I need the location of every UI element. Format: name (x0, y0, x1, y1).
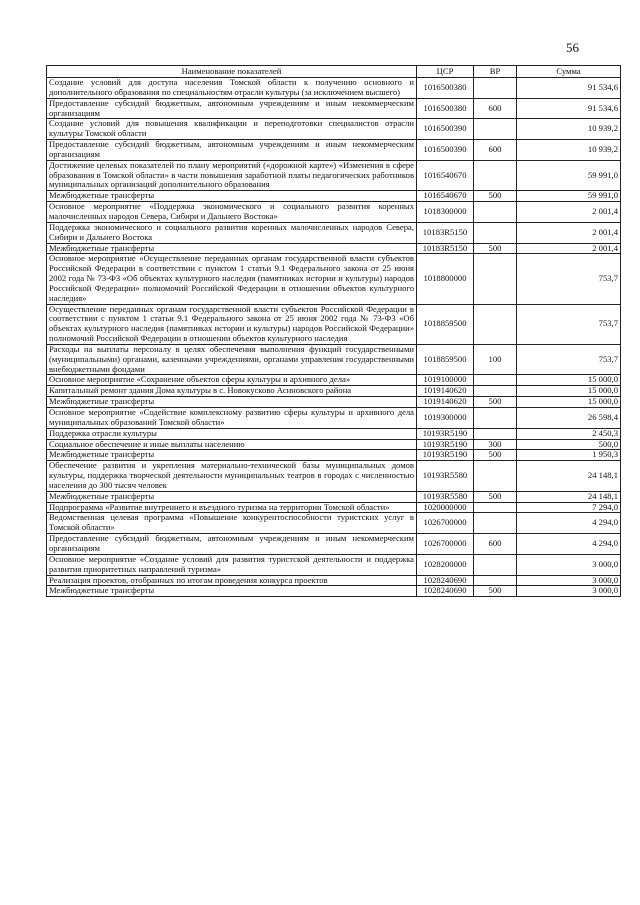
cell-vr: 500 (474, 243, 517, 254)
table-row (47, 254, 621, 304)
cell-csr: 1018800000 (417, 254, 474, 304)
table-row (47, 397, 621, 408)
cell-vr (474, 304, 517, 344)
cell-csr: 1016500390 (417, 140, 474, 161)
cell-sum: 15 000,0 (517, 375, 621, 386)
cell-name: Подпрограмма «Развитие внутреннего и въездного туризма на территории Томской области» (47, 502, 417, 513)
table-row (47, 534, 621, 555)
cell-name: Предоставление субсидий бюджетным, автономным учреждениям и иным некоммерческим организациям (47, 534, 417, 555)
cell-vr (474, 461, 517, 492)
cell-vr (474, 254, 517, 304)
table-row (47, 491, 621, 502)
cell-csr: 1028240690 (417, 575, 474, 586)
cell-name: Осуществление переданных органам государственной власти субъектов Российской Федерации в соответствии с пунктом 1 статьи 9.1 Федерального закона от 25 июня 2002 года № 73-ФЗ «Об объектах культурного наследия (памятниках истории и культуры) народов Российской Федерации» полномочий Российской Федерации в отношении объектов культурного наследия (47, 304, 417, 344)
cell-vr (474, 386, 517, 397)
cell-csr: 1019140620 (417, 386, 474, 397)
table-header-row (47, 66, 621, 78)
cell-sum: 10 939,2 (517, 119, 621, 140)
cell-csr: 1018859500 (417, 344, 474, 375)
table-body (47, 78, 621, 597)
cell-csr: 1018859500 (417, 304, 474, 344)
cell-vr: 600 (474, 534, 517, 555)
cell-name: Капитальный ремонт здания Дома культуры в с. Новокусково Асиновского района (47, 386, 417, 397)
cell-vr: 100 (474, 344, 517, 375)
cell-csr: 10183R5150 (417, 243, 474, 254)
cell-sum: 753,7 (517, 344, 621, 375)
table-row (47, 191, 621, 202)
cell-sum: 59 991,0 (517, 191, 621, 202)
page-number: 56 (566, 40, 579, 55)
cell-vr: 600 (474, 98, 517, 119)
table-row (47, 575, 621, 586)
cell-sum: 2 001,4 (517, 243, 621, 254)
table-row (47, 344, 621, 375)
cell-csr: 10193R5190 (417, 450, 474, 461)
cell-sum: 3 000,0 (517, 575, 621, 586)
cell-csr: 1019300000 (417, 408, 474, 429)
cell-name: Основное мероприятие «Создание условий для развития туристской деятельности и поддержка развития приоритетных направлений туризма» (47, 554, 417, 575)
cell-vr (474, 202, 517, 223)
cell-sum: 4 294,0 (517, 513, 621, 534)
cell-name: Основное мероприятие «Поддержка экономического и социального развития коренных малочисленных народов Севера, Сибири и Дальнего Востока» (47, 202, 417, 223)
cell-name: Межбюджетные трансферты (47, 586, 417, 597)
cell-vr (474, 78, 517, 99)
cell-vr (474, 513, 517, 534)
cell-csr: 1026700000 (417, 534, 474, 555)
cell-csr: 10193R5580 (417, 461, 474, 492)
cell-name: Социальное обеспечение и иные выплаты населению (47, 439, 417, 450)
cell-name: Обеспечение развития и укрепления материально-технической базы муниципальных домов культуры, поддержка творческой деятельности муниципальных театров в городах с численностью населения до 300 тысяч человек (47, 461, 417, 492)
table-row (47, 160, 621, 191)
cell-vr: 600 (474, 140, 517, 161)
cell-sum: 3 000,0 (517, 554, 621, 575)
cell-csr: 10193R5190 (417, 428, 474, 439)
cell-sum: 10 939,2 (517, 140, 621, 161)
table-row (47, 98, 621, 119)
cell-csr: 1018300000 (417, 202, 474, 223)
cell-vr (474, 160, 517, 191)
cell-sum: 59 991,0 (517, 160, 621, 191)
cell-name: Поддержка отрасли культуры (47, 428, 417, 439)
cell-vr (474, 119, 517, 140)
table-row (47, 586, 621, 597)
cell-sum: 2 001,4 (517, 202, 621, 223)
cell-sum: 24 148,1 (517, 461, 621, 492)
cell-csr: 10193R5580 (417, 491, 474, 502)
cell-name: Основное мероприятие «Осуществление переданных органам государственной власти субъектов Российской Федерации в соответствии с пунктом 1 статьи 9.1 Федерального закона от 25 июня 2002 года № 73-ФЗ «Об объектах культурного наследия (памятниках истории и культуры) народов Российской Федерации» полномочий Российской Федерации в отношении объектов культурного наследия» (47, 254, 417, 304)
header-vr: ВР (474, 66, 517, 78)
cell-csr: 1016540670 (417, 160, 474, 191)
cell-csr: 1016500390 (417, 119, 474, 140)
cell-vr (474, 575, 517, 586)
cell-vr: 500 (474, 397, 517, 408)
cell-vr (474, 428, 517, 439)
table-row (47, 513, 621, 534)
table-row (47, 502, 621, 513)
table-row (47, 386, 621, 397)
cell-sum: 15 000,0 (517, 397, 621, 408)
cell-csr: 1028240690 (417, 586, 474, 597)
cell-name: Межбюджетные трансферты (47, 450, 417, 461)
table-row (47, 119, 621, 140)
table-row (47, 202, 621, 223)
cell-csr: 1019140620 (417, 397, 474, 408)
cell-vr (474, 375, 517, 386)
cell-sum: 4 294,0 (517, 534, 621, 555)
cell-csr: 1016500380 (417, 98, 474, 119)
budget-table (46, 65, 621, 597)
cell-name: Расходы на выплаты персоналу в целях обеспечения выполнения функций государственными (муниципальными) органами, казенными учреждениями, органами управления государственными внебюджетными фондами (47, 344, 417, 375)
cell-vr: 500 (474, 450, 517, 461)
cell-csr: 10193R5190 (417, 439, 474, 450)
cell-csr: 1026700000 (417, 513, 474, 534)
table-row (47, 243, 621, 254)
cell-name: Межбюджетные трансферты (47, 491, 417, 502)
table-row (47, 461, 621, 492)
cell-sum: 3 000,0 (517, 586, 621, 597)
table-row (47, 140, 621, 161)
cell-sum: 2 001,4 (517, 222, 621, 243)
header-name: Наименование показателей (47, 66, 417, 78)
cell-vr (474, 502, 517, 513)
cell-sum: 1 950,3 (517, 450, 621, 461)
table-row (47, 428, 621, 439)
cell-sum: 2 450,3 (517, 428, 621, 439)
cell-sum: 91 534,6 (517, 78, 621, 99)
cell-name: Предоставление субсидий бюджетным, автономным учреждениям и иным некоммерческим организациям (47, 140, 417, 161)
cell-sum: 500,0 (517, 439, 621, 450)
table-row (47, 450, 621, 461)
table-row (47, 439, 621, 450)
cell-sum: 26 598,4 (517, 408, 621, 429)
cell-sum: 7 294,0 (517, 502, 621, 513)
cell-name: Межбюджетные трансферты (47, 191, 417, 202)
cell-name: Предоставление субсидий бюджетным, автономным учреждениям и иным некоммерческим организациям (47, 98, 417, 119)
table-row (47, 222, 621, 243)
cell-name: Межбюджетные трансферты (47, 397, 417, 408)
cell-name: Создание условий для доступа населения Томской области к получению основного и дополнительного образования по специальностям отрасли культуры (за исключением высшего) (47, 78, 417, 99)
cell-name: Межбюджетные трансферты (47, 243, 417, 254)
cell-csr: 1016540670 (417, 191, 474, 202)
cell-name: Основное мероприятие «Сохранение объектов сферы культуры и архивного дела» (47, 375, 417, 386)
cell-sum: 24 148,1 (517, 491, 621, 502)
cell-name: Достижение целевых показателей по плану мероприятий («дорожной карте») «Изменения в сфере образования в Томской области» в части повышения заработной платы педагогических работников муниципальных организаций дополнительного образования (47, 160, 417, 191)
cell-vr: 300 (474, 439, 517, 450)
cell-name: Основное мероприятие «Содействие комплексному развитию сферы культуры и архивного дела муниципальных образований Томской области» (47, 408, 417, 429)
cell-name: Поддержка экономического и социального развития коренных малочисленных народов Севера, Сибири и Дальнего Востока (47, 222, 417, 243)
cell-csr: 1019100000 (417, 375, 474, 386)
table-row (47, 375, 621, 386)
cell-csr: 10183R5150 (417, 222, 474, 243)
cell-vr (474, 554, 517, 575)
table-row (47, 408, 621, 429)
cell-vr (474, 408, 517, 429)
cell-csr: 1028200000 (417, 554, 474, 575)
cell-vr: 500 (474, 491, 517, 502)
table-row (47, 554, 621, 575)
cell-name: Реализация проектов, отобранных по итогам проведения конкурса проектов (47, 575, 417, 586)
header-csr: ЦСР (417, 66, 474, 78)
header-sum: Сумма (517, 66, 621, 78)
cell-sum: 15 000,0 (517, 386, 621, 397)
cell-csr: 1020000000 (417, 502, 474, 513)
cell-vr: 500 (474, 191, 517, 202)
cell-csr: 1016500380 (417, 78, 474, 99)
cell-sum: 91 534,6 (517, 98, 621, 119)
cell-sum: 753,7 (517, 254, 621, 304)
table-row (47, 304, 621, 344)
table-row (47, 78, 621, 99)
cell-sum: 753,7 (517, 304, 621, 344)
cell-name: Ведомственная целевая программа «Повышение конкурентоспособности туристских услуг в Томской области» (47, 513, 417, 534)
cell-name: Создание условий для повышения квалификации и переподготовки специалистов отрасли культуры Томской области (47, 119, 417, 140)
cell-vr (474, 222, 517, 243)
cell-vr: 500 (474, 586, 517, 597)
